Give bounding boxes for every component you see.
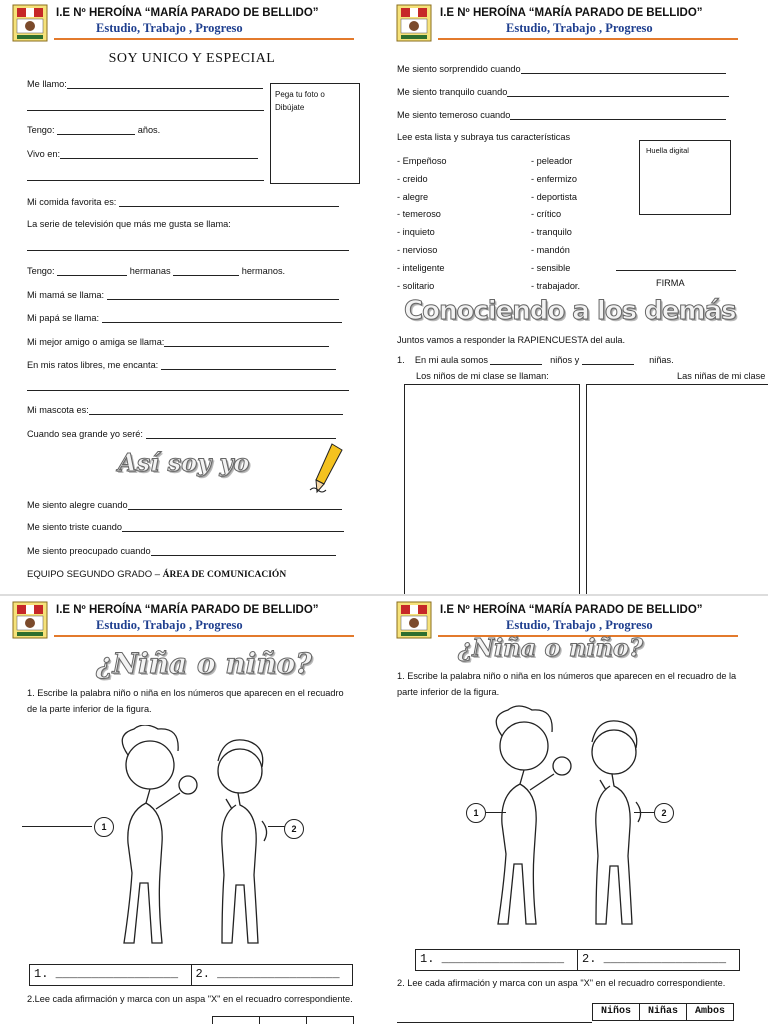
blank-line[interactable]: [60, 148, 258, 159]
label-circle-1: 1: [94, 817, 114, 837]
school-name: I.E Nº HEROÍNA “MARÍA PARADO DE BELLIDO”: [440, 604, 703, 616]
children-illustration: [90, 725, 300, 955]
item-number: 1.: [397, 355, 405, 365]
trait-item[interactable]: - temeroso: [397, 209, 441, 220]
school-name: I.E Nº HEROÍNA “MARÍA PARADO DE BELLIDO”: [56, 7, 319, 19]
marks-table-head: [592, 1003, 734, 1021]
blank-line[interactable]: [119, 196, 339, 207]
pointer-line-2: [634, 812, 654, 813]
trait-item[interactable]: - deportista: [531, 191, 577, 202]
page-nina-o-nino-left: [0, 597, 384, 1024]
vivo-en-line: [27, 148, 258, 159]
blank-line[interactable]: [27, 180, 264, 181]
blank-line[interactable]: [107, 289, 339, 300]
blank-line[interactable]: [582, 354, 634, 365]
school-motto: Estudio, Trabajo , Progreso: [96, 618, 243, 632]
trait-item[interactable]: - Empeñoso: [397, 156, 447, 166]
amigo-line: [27, 336, 329, 347]
table-header-ambos: Ambos: [694, 1006, 725, 1017]
trait-item[interactable]: - nervioso: [397, 245, 438, 255]
comida-label: Mi comida favorita es:: [27, 197, 117, 207]
blank-line[interactable]: [128, 499, 342, 510]
ninos-label: Los niños de mi clase se llaman:: [416, 371, 549, 381]
instruction-2: 2. Lee cada afirmación y marca con un aspa "X" en el recuadro correspondiente.: [397, 978, 726, 988]
blank-line[interactable]: [521, 63, 726, 74]
hermanas-label: hermanas: [129, 266, 171, 276]
grande-label: Cuando sea grande yo seré:: [27, 429, 143, 439]
footer-team: EQUIPO SEGUNDO GRADO –: [27, 569, 163, 580]
statement-line: [397, 1022, 592, 1023]
pointer-line-1: [486, 812, 506, 813]
trait-item[interactable]: - mandón: [531, 245, 570, 255]
me-llamo-label: Me llamo:: [27, 79, 67, 89]
children-illustration: [464, 705, 674, 937]
blank-line[interactable]: [27, 110, 264, 111]
trait-item[interactable]: - inteligente: [397, 262, 445, 273]
answer-1[interactable]: 1. _________________: [416, 950, 578, 970]
lista-title: Lee esta lista y subraya tus características: [397, 132, 571, 142]
school-name: I.E Nº HEROÍNA “MARÍA PARADO DE BELLIDO”: [56, 604, 319, 616]
label-circle-2: 2: [284, 819, 304, 839]
wordart-nina-o-nino: ¿Niña o niño?: [96, 647, 312, 680]
sorprendido-line: [397, 63, 726, 74]
hermanos-line: [27, 265, 285, 276]
temeroso-label: Me siento temeroso cuando: [397, 110, 511, 120]
school-header: [12, 4, 367, 44]
serie-line: La serie de televisión que más me gusta se llama:: [27, 219, 231, 229]
blank-line[interactable]: [510, 109, 726, 120]
ninos-box[interactable]: [404, 384, 580, 594]
blank-line[interactable]: [27, 250, 349, 251]
table-header-ninos: Niños: [593, 1004, 640, 1020]
alegre-label: Me siento alegre cuando: [27, 500, 128, 510]
school-crest-icon: [396, 601, 432, 639]
school-motto: Estudio, Trabajo , Progreso: [96, 21, 243, 35]
page-divider: [0, 594, 768, 596]
wordart-conociendo: Conociendo a los demás: [404, 296, 736, 326]
blank-line[interactable]: [27, 390, 349, 391]
preocupado-label: Me siento preocupado cuando: [27, 546, 151, 556]
trait-item[interactable]: - enfermizo: [531, 173, 577, 184]
blank-line[interactable]: [146, 428, 336, 439]
aula-a: En mi aula somos: [414, 355, 488, 365]
anos-label: años.: [137, 125, 161, 135]
firma-label: FIRMA: [656, 278, 685, 288]
blank-line[interactable]: [161, 359, 336, 370]
aula-line: [397, 354, 674, 365]
photo-box-label: Pega tu foto o Dibújate: [275, 90, 325, 112]
label-circle-2: 2: [654, 803, 674, 823]
aula-b: niños y: [550, 355, 580, 365]
mama-line: [27, 289, 339, 300]
tengo-label: Tengo:: [27, 125, 55, 135]
blank-line[interactable]: [490, 354, 542, 365]
ninas-label: Las niñas de mi clase: [677, 371, 766, 381]
mascota-line: [27, 404, 343, 415]
ratos-label: En mis ratos libres, me encanta:: [27, 360, 159, 370]
page-title: SOY UNICO Y ESPECIAL: [108, 51, 276, 66]
blank-line[interactable]: [102, 312, 342, 323]
papa-line: [27, 312, 342, 323]
answer-2[interactable]: 2. _________________: [195, 967, 340, 981]
trait-item[interactable]: - crítico: [531, 209, 562, 220]
label-circle-1: 1: [466, 803, 486, 823]
blank-line[interactable]: [57, 265, 127, 276]
blank-line[interactable]: [122, 521, 344, 532]
page-soy-unico: [0, 0, 384, 512]
me-llamo-line: [27, 78, 263, 89]
header-rule: [54, 635, 354, 637]
answer-box: [415, 949, 740, 971]
blank-line[interactable]: [164, 336, 329, 347]
preocupado-line: [27, 545, 336, 556]
blank-line[interactable]: [89, 404, 343, 415]
tranquilo-line: [397, 86, 729, 97]
trait-item[interactable]: - sensible: [531, 262, 571, 273]
trait-item[interactable]: - tranquilo: [531, 227, 572, 238]
trait-item[interactable]: - alegre: [397, 191, 429, 202]
answer-1[interactable]: 1. _________________: [30, 965, 192, 985]
school-header: [12, 601, 367, 641]
trait-item[interactable]: - peleador: [531, 156, 573, 166]
grande-line: [27, 428, 336, 439]
school-name: I.E Nº HEROÍNA “MARÍA PARADO DE BELLIDO”: [440, 7, 703, 19]
trait-item[interactable]: - inquieto: [397, 227, 435, 238]
vivo-en-label: Vivo en:: [27, 149, 61, 159]
blank-line[interactable]: [507, 86, 729, 97]
tengo2-label: Tengo:: [27, 266, 55, 276]
header-rule: [438, 38, 738, 40]
huella-box: [639, 140, 731, 215]
triste-line: [27, 521, 344, 532]
marks-table-head: [212, 1016, 354, 1024]
juntos-line: Juntos vamos a responder la RAPIENCUESTA del aula.: [397, 335, 626, 345]
page-conociendo: [384, 0, 768, 594]
wordart-nina-o-nino: ¿Niña o niño?: [458, 633, 643, 662]
footer: [27, 569, 286, 580]
alegre-line: [27, 499, 342, 510]
trait-item[interactable]: - trabajador.: [531, 280, 581, 291]
school-header: [396, 4, 751, 44]
sorprendido-label: Me siento sorprendido cuando: [397, 64, 521, 74]
table-header-ninas: Niñas: [640, 1004, 687, 1020]
header-rule: [54, 38, 354, 40]
ninas-box[interactable]: [586, 384, 768, 594]
page-nina-o-nino-right: [384, 597, 768, 1024]
huella-label: Huella digital: [646, 146, 689, 155]
answer-2[interactable]: 2. _________________: [582, 952, 727, 966]
blank-line[interactable]: [173, 265, 239, 276]
answer-box: [29, 964, 353, 986]
mama-label: Mi mamá se llama:: [27, 290, 105, 300]
hermanos-label: hermanos.: [241, 266, 286, 276]
blank-line[interactable]: [67, 78, 263, 89]
temeroso-line: [397, 109, 726, 120]
footer-area: ÁREA DE COMUNICACIÓN: [162, 570, 287, 580]
wordart-asi-soy-yo: Así soy yo: [118, 448, 250, 477]
school-crest-icon: [396, 4, 432, 42]
school-crest-icon: [12, 601, 48, 639]
instruction-2: 2.Lee cada afirmación y marca con un aspa "X" en el recuadro correspondiente.: [27, 994, 353, 1004]
instruction-1: 1. Escribe la palabra niño o niña en los números que aparecen en el recuadro de la parte inferior de la figura.: [397, 671, 737, 697]
school-motto: Estudio, Trabajo , Progreso: [506, 21, 653, 35]
school-motto: Estudio, Trabajo , Progreso: [506, 618, 653, 632]
aula-c: niñas.: [649, 355, 674, 365]
tranquilo-label: Me siento tranquilo cuando: [397, 87, 508, 97]
amigo-label: Mi mejor amigo o amiga se llama:: [27, 337, 165, 347]
trait-item[interactable]: - creido: [397, 173, 428, 184]
blank-line[interactable]: [57, 124, 135, 135]
trait-item[interactable]: - solitario: [397, 280, 435, 291]
pointer-line-1: [22, 826, 92, 827]
photo-box: [270, 83, 360, 184]
page-soy-unico-bottom: [0, 512, 384, 594]
papa-label: Mi papá se llama:: [27, 313, 100, 323]
ratos-line: [27, 359, 336, 370]
school-crest-icon: [12, 4, 48, 42]
firma-line[interactable]: [616, 270, 736, 271]
mascota-label: Mi mascota es:: [27, 405, 89, 415]
pencil-icon: [308, 440, 346, 496]
tengo-line: [27, 124, 160, 135]
blank-line[interactable]: [151, 545, 336, 556]
comida-line: [27, 196, 339, 207]
instruction-1: 1. Escribe la palabra niño o niña en los números que aparecen en el recuadro de la parte inferior de la figura.: [27, 688, 344, 714]
triste-label: Me siento triste cuando: [27, 522, 122, 532]
